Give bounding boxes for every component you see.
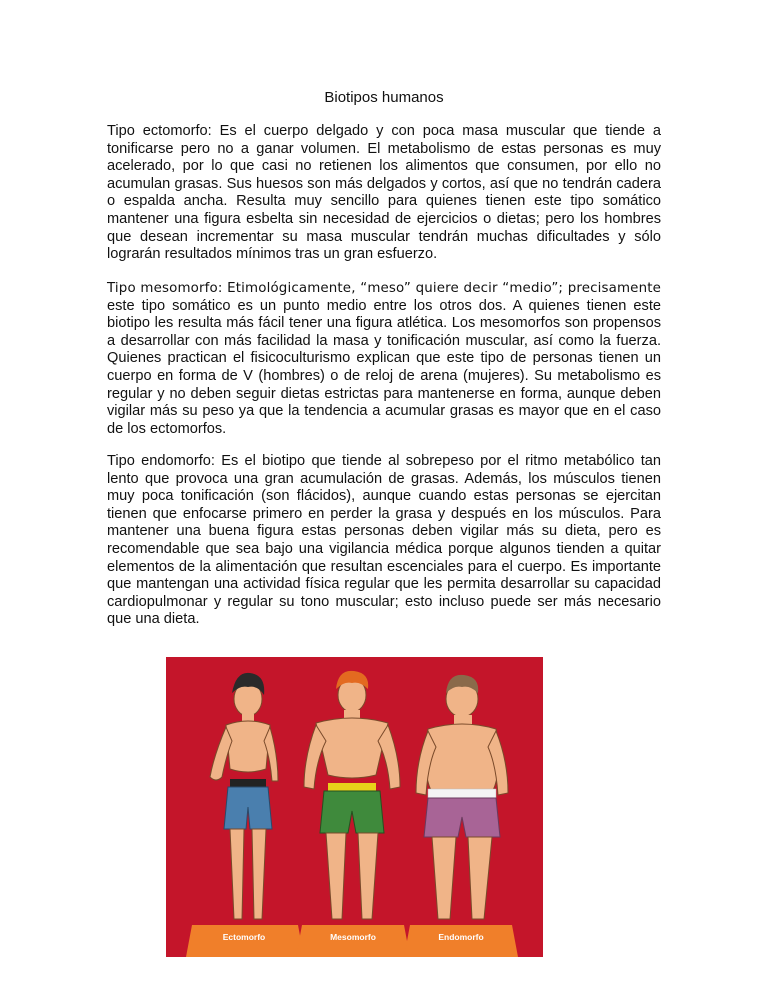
paragraph-lead-line: Tipo mesomorfo: Etimológicamente, “meso” quiere decir “medio”; precisamente: [107, 281, 661, 296]
label-mesomorfo: Mesomorfo: [330, 932, 376, 942]
body-types-illustration: [166, 657, 543, 957]
ectomorph-figure: [210, 673, 278, 919]
paragraph-endomorfo: [107, 453, 661, 629]
mesomorph-figure: [304, 671, 400, 919]
body-types-drawing: [166, 657, 543, 957]
paragraph-text: Tipo endomorfo: Es el biotipo que tiende al sobrepeso por el ritmo metabólico tan lento que provoca una gran acumulación de grasas. Además, los músculos tienen muy poca tonificación (son flácidos), aunque cuando estas personas se ejercitan tienen que enfocarse primero en perder la grasa y después en los músculos. Para mantener una buena figura estas personas deben vigilar más su dieta, pero es recomendable que sea bajo una vigilancia médica porque algunos tienden a quitar elementos de la alimentación que resultan escenciales para el cuerpo. Es importante que mantengan una actividad física regular que les permita desarrollar su capacidad cardiopulmonar y regular su tono muscular; esto incluso puede ser más necesario que una dieta.: [107, 453, 661, 628]
paragraph-ectomorfo: [107, 123, 661, 264]
label-ectomorfo: Ectomorfo: [222, 932, 266, 942]
page-title: Biotipos humanos: [324, 89, 444, 106]
label-endomorfo: Endomorfo: [438, 932, 484, 942]
paragraph-text: Tipo ectomorfo: Es el cuerpo delgado y con poca masa muscular que tiende a tonificarse pero no a ganar volumen. El metabolismo de estas personas es muy acelerado, por lo que casi no retienen los alimentos que consumen, por ello no acumulan grasas. Sus huesos son más delgados y cortos, así que no tendrán cadera o espalda ancha. Resulta muy sencillo para quienes tienen este tipo somático mantener una figura esbelta sin necesidad de ejercicios o dietas; pero los hombres que desean incrementar su masa muscular tendrán muchas dificultades y sólo lograrán resultados mínimos tras un gran esfuerzo.: [107, 123, 661, 263]
paragraph-text: este tipo somático es un punto medio entre los otros dos. A quienes tienen este biotipo les resulta más fácil tener una figura atlética. Los mesomorfos son propensos a desarrollar con más facilidad la masa y tonificación muscular, así como la fuerza. Quienes practican el fisicoculturismo explican que este tipo de personas tienen un cuerpo en forma de V (hombres) o de reloj de arena (mujeres). Su metabolismo es regular y no deben seguir dietas estrictas para mantenerse en forma, aunque deben vigilar más su peso ya que la tendencia a acumular grasas es mayor que en el caso de los ectomorfos.: [107, 297, 661, 437]
paragraph-mesomorfo: [107, 280, 661, 438]
endomorph-figure: [416, 675, 508, 919]
